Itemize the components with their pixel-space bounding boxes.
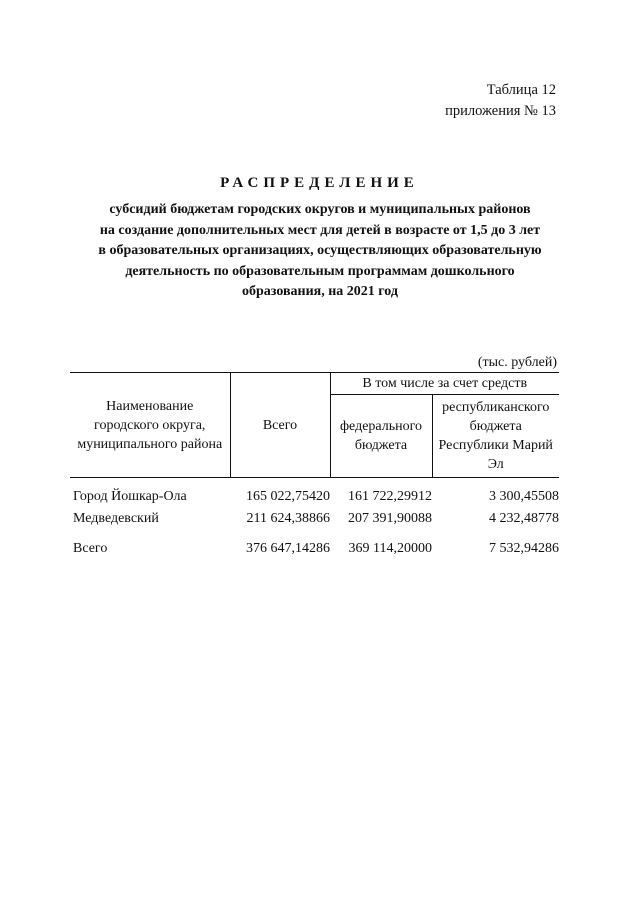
table-row xyxy=(70,507,559,529)
column-header-federal: федерального бюджета xyxy=(330,395,432,478)
subtitle-line: в образовательных организациях, осуществляющих образовательную xyxy=(98,243,542,258)
row-name: Медведевский xyxy=(73,511,159,526)
column-header-total: Всего xyxy=(230,373,330,478)
subtitle-line: образования, на 2021 год xyxy=(241,284,398,299)
document-title: РАСПРЕДЕЛЕНИЕ xyxy=(220,175,419,191)
column-header-name: Наименование городского округа, муниципального района xyxy=(70,373,230,478)
row-republic: 3 300,45508 xyxy=(489,489,559,504)
row-total: 165 022,75420 xyxy=(246,489,330,504)
column-header-republic: республиканского бюджета Республики Марий Эл xyxy=(432,395,559,478)
document-subtitle xyxy=(60,200,580,303)
table-number: Таблица 12 xyxy=(486,82,556,98)
subtitle-line: деятельность по образовательным программам дошкольного xyxy=(125,263,515,279)
subtitle-line: на создание дополнительных мест для детей в возрасте от 1,5 до 3 лет xyxy=(99,222,541,238)
table-row xyxy=(70,485,559,507)
column-header-group: В том числе за счет средств xyxy=(330,373,559,395)
row-total: 211 624,38866 xyxy=(246,511,330,526)
distribution-table xyxy=(70,372,559,559)
row-federal: 161 722,29912 xyxy=(348,489,432,504)
appendix-number: приложения № 13 xyxy=(445,103,556,119)
subtitle-line: субсидий бюджетам городских округов и муниципальных районов xyxy=(109,202,531,217)
total-row-name: Всего xyxy=(73,541,108,556)
units-label: (тыс. рублей) xyxy=(477,355,557,370)
row-federal: 207 391,90088 xyxy=(348,511,432,526)
row-name: Город Йошкар-Ола xyxy=(73,489,187,504)
total-row-federal: 369 114,20000 xyxy=(348,541,432,556)
total-row-republic: 7 532,94286 xyxy=(489,541,559,556)
row-republic: 4 232,48778 xyxy=(489,511,559,526)
total-row-total: 376 647,14286 xyxy=(246,541,330,556)
total-row xyxy=(70,537,559,559)
